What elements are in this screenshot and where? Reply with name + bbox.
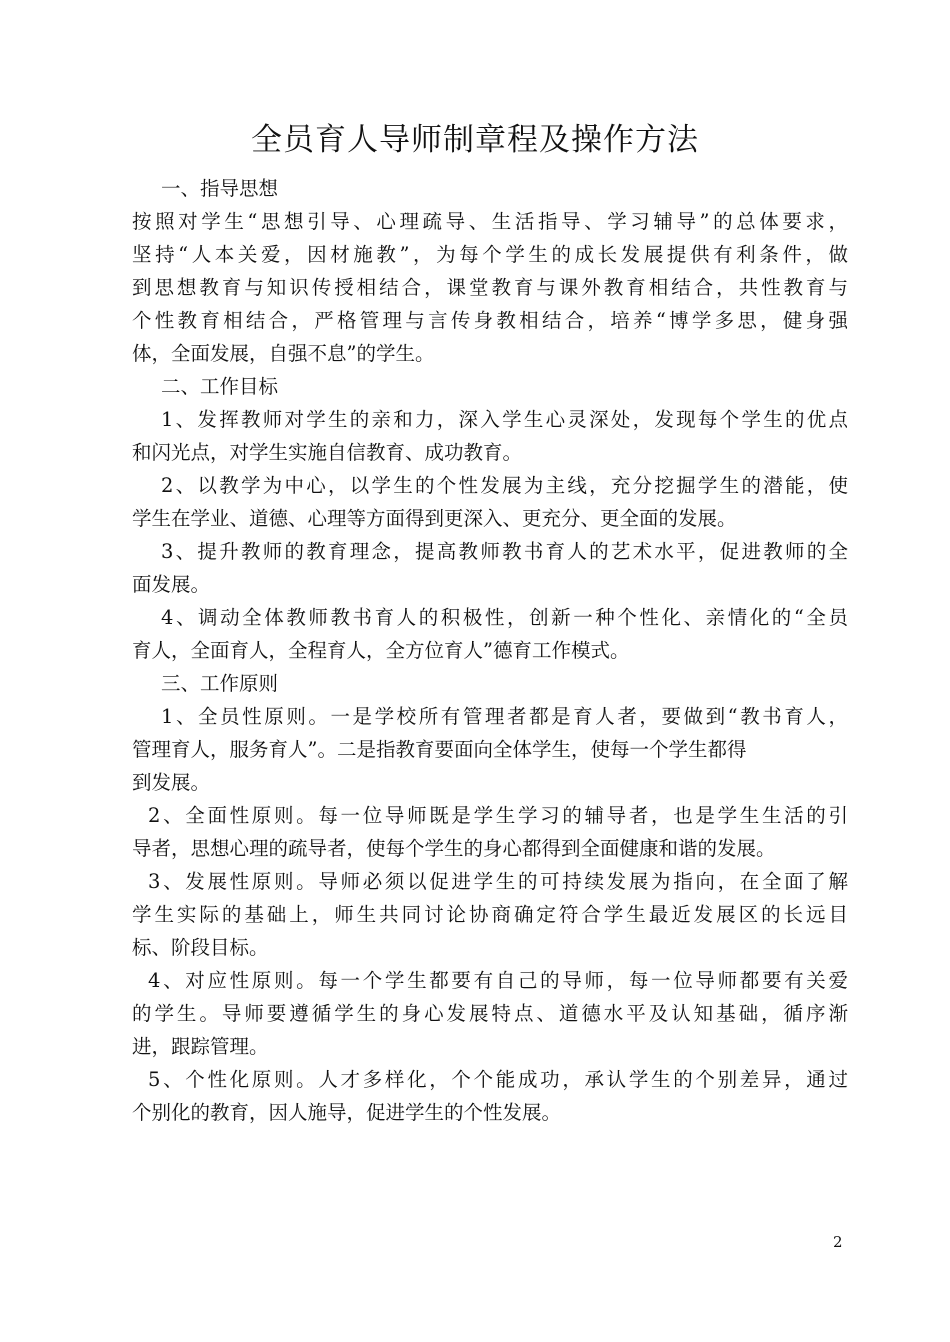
paragraph-line: 1、全员性原则。一是学校所有管理者都是育人者，要做到“教书育人， — [161, 705, 848, 728]
paragraph-line: 2、全面性原则。每一位导师既是学生学习的辅导者，也是学生生活的引 — [148, 804, 848, 827]
paragraph-line: 的学生。导师要遵循学生的身心发展特点、道德水平及认知基础，循序渐 — [132, 1002, 848, 1025]
paragraph-line: 3、发展性原则。导师必须以促进学生的可持续发展为指向，在全面了解 — [148, 870, 848, 893]
paragraph-line: 4、对应性原则。每一个学生都要有自己的导师，每一位导师都要有关爱 — [148, 969, 848, 992]
paragraph-line: 学生实际的基础上，师生共同讨论协商确定符合学生最近发展区的长远目 — [132, 903, 848, 926]
paragraph-line: 标、阶段目标。 — [132, 936, 269, 959]
document-body — [132, 172, 848, 1129]
paragraph-line: 个性教育相结合，严格管理与言传身教相结合，培养“博学多思，健身强 — [132, 309, 848, 332]
paragraph-line: 育人，全面育人，全程育人，全方位育人”德育工作模式。 — [132, 639, 630, 662]
paragraph-line: 到思想教育与知识传授相结合，课堂教育与课外教育相结合，共性教育与 — [132, 276, 848, 299]
paragraph-line: 体，全面发展，自强不息”的学生。 — [132, 342, 435, 365]
paragraph-line: 按照对学生“思想引导、心理疏导、生活指导、学习辅导”的总体要求， — [132, 210, 848, 233]
section-heading-guiding-thought: 一、指导思想 — [161, 177, 279, 200]
paragraph-line: 4、调动全体教师教书育人的积极性，创新一种个性化、亲情化的“全员 — [161, 606, 848, 629]
paragraph-line: 2、以教学为中心，以学生的个性发展为主线，充分挖掘学生的潜能，使 — [161, 474, 848, 497]
section-heading-work-principles: 三、工作原则 — [161, 672, 279, 695]
paragraph-line: 坚持“人本关爱，因材施教”，为每个学生的成长发展提供有利条件，做 — [132, 243, 848, 266]
paragraph-line: 管理育人，服务育人”。二是指教育要面向全体学生，使每一个学生都得 — [132, 738, 747, 761]
paragraph-line: 导者，思想心理的疏导者，使每个学生的身心都得到全面健康和谐的发展。 — [132, 837, 776, 860]
paragraph-line: 学生在学业、道德、心理等方面得到更深入、更充分、更全面的发展。 — [132, 507, 737, 530]
paragraph-line: 面发展。 — [132, 573, 211, 596]
section-heading-work-goals: 二、工作目标 — [161, 375, 279, 398]
paragraph-line: 5、个性化原则。人才多样化，个个能成功，承认学生的个别差异，通过 — [148, 1068, 848, 1091]
paragraph-line: 1、发挥教师对学生的亲和力，深入学生心灵深处，发现每个学生的优点 — [161, 408, 848, 431]
paragraph-line: 3、提升教师的教育理念，提高教师教书育人的艺术水平，促进教师的全 — [161, 540, 848, 563]
paragraph-line: 和闪光点，对学生实施自信教育、成功教育。 — [132, 441, 523, 464]
paragraph-line: 到发展。 — [132, 771, 211, 794]
document-title: 全员育人导师制章程及操作方法 — [251, 122, 699, 158]
paragraph-line: 个别化的教育，因人施导，促进学生的个性发展。 — [132, 1101, 562, 1124]
page-number: 2 — [833, 1233, 843, 1251]
paragraph-line: 进，跟踪管理。 — [132, 1035, 269, 1058]
